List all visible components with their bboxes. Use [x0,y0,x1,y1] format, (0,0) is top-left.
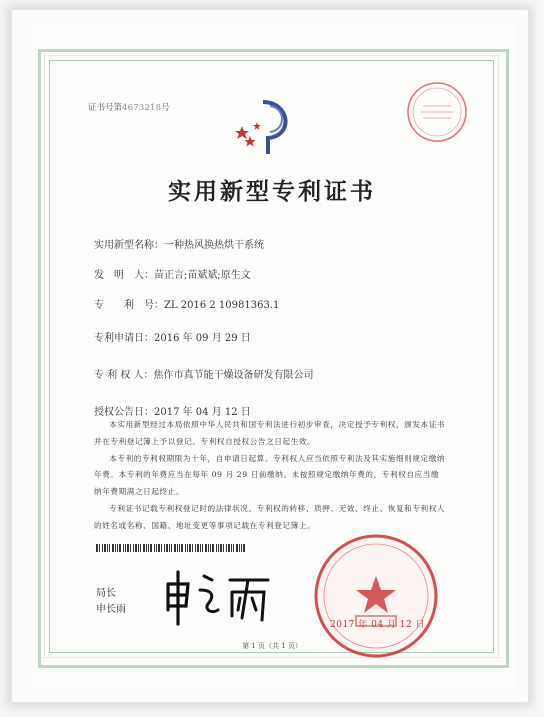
barcode [96,544,248,552]
field-filing-date: 专利申请日：2016 年 09 月 29 日 [94,333,251,344]
patentee-value: 焦作市真节能干燥设备研发有限公司 [153,370,314,381]
director-signature [160,566,276,626]
inventor-value: 苗正言;苗斌斌;原生文 [154,270,251,281]
field-patent-number: 专 利 号：ZL 2016 2 10981363.1 [94,300,280,311]
certificate-title: 实用新型专利证书 [168,178,376,205]
body-paragraph-1: 本实用新型经过本局依照中华人民共和国专利法进行初步审查，决定授予专利权，颁发本证书并在专利登记簿上予以登记。专利权自授权公告之日起生效。 [94,420,446,446]
page-number: 第 1 页（共 1 页） [242,642,302,650]
field-grant-date: 授权公告日：2017 年 04 月 12 日 [94,407,251,418]
body-paragraph-2: 本专利的专利权期限为十年，自申请日起算。专利权人应当依照专利法及其实施细则规定缴纳年费。本专利的年费应当在每年 09 月 29 日前缴纳。未按照规定缴纳年费的，专利权自应当缴纳年费期满之日起终止。 [94,453,446,497]
certificate-body [94,417,446,535]
body-paragraph-3: 专利证书记载专利权登记时的法律状况。专利权的转移、质押、无效、终止、恢复和专利权人的姓名或名称、国籍、地址变更等事项记载在专利登记簿上。 [94,503,446,530]
certificate-number: 证书号第4673218号 [88,103,170,113]
office-seal-small [405,80,469,144]
grant-date-value: 2017 年 04 月 12 日 [154,407,251,418]
field-utility-name: 实用新型名称：一种热风换热烘干系统 [94,240,264,251]
seal-date: 2017 年 04 月 12 日 [330,620,426,630]
field-patentee: 专 利 权 人：焦作市真节能干燥设备研发有限公司 [94,370,314,381]
certificate-number-value: 4673218 [122,103,162,113]
field-inventor: 发 明 人：苗正言;苗斌斌;原生文 [94,270,251,281]
patent-number-value: ZL 2016 2 10981363.1 [164,300,280,311]
patent-office-emblem [230,92,300,162]
filing-date-value: 2016 年 09 月 29 日 [154,333,251,344]
director-title: 局长 [96,588,116,599]
utility-name-value: 一种热风换热烘干系统 [164,240,264,251]
director-name: 申长雨 [96,604,126,615]
